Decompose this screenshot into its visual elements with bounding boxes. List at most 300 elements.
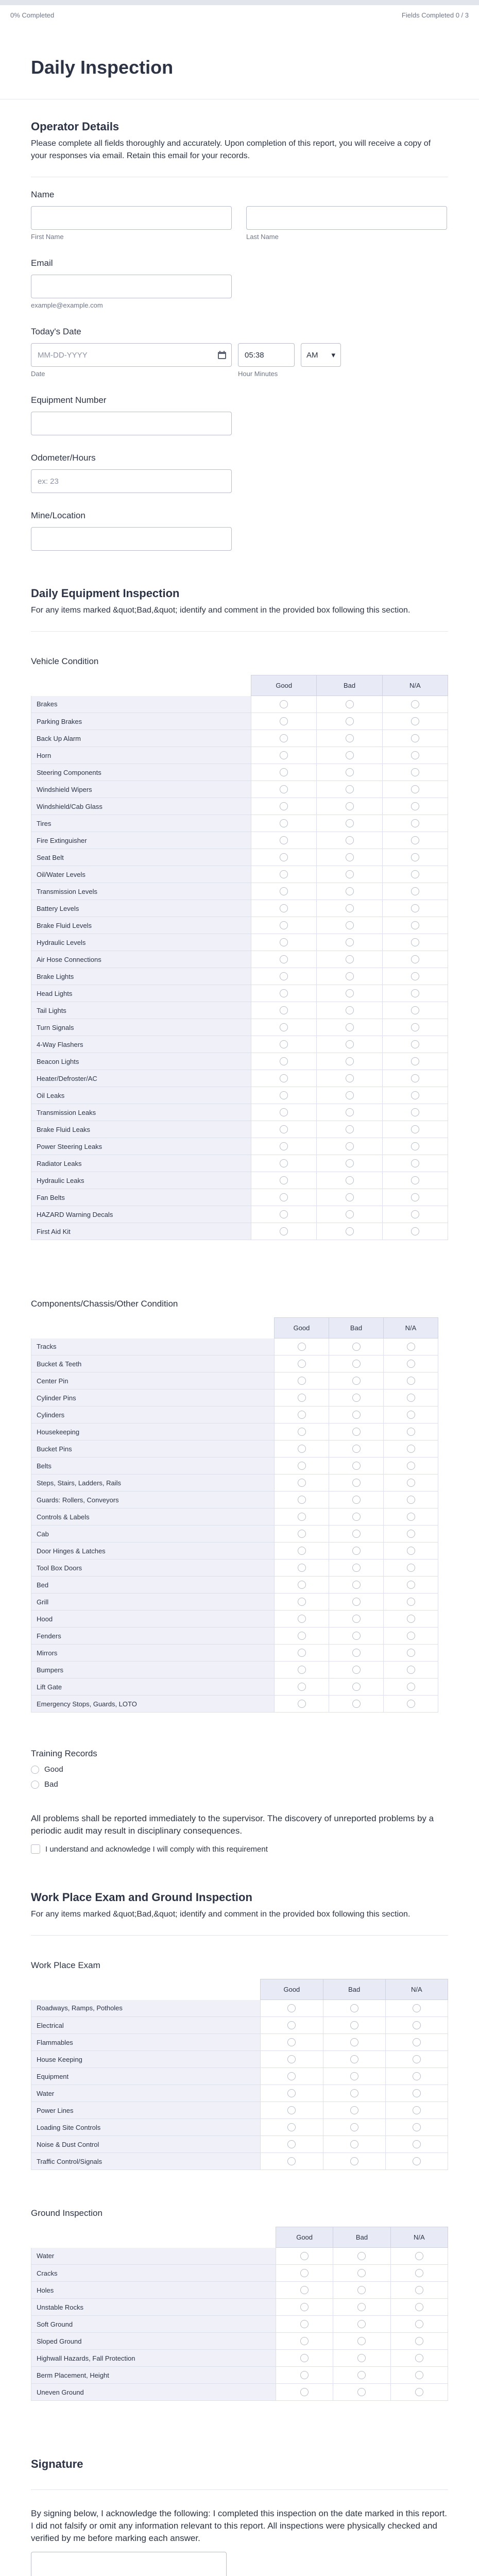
radio-cell[interactable] <box>261 2119 323 2136</box>
radio-circle-icon[interactable] <box>413 2123 421 2131</box>
radio-circle-icon[interactable] <box>411 1074 419 1082</box>
radio-cell[interactable] <box>317 1189 382 1206</box>
radio-cell[interactable] <box>275 1406 329 1423</box>
radio-circle-icon[interactable] <box>413 2055 421 2063</box>
radio-circle-icon[interactable] <box>352 1513 361 1521</box>
radio-cell[interactable] <box>275 1509 329 1526</box>
radio-circle-icon[interactable] <box>346 1125 354 1133</box>
radio-circle-icon[interactable] <box>352 1428 361 1436</box>
radio-circle-icon[interactable] <box>298 1496 306 1504</box>
radio-circle-icon[interactable] <box>411 938 419 946</box>
radio-cell[interactable] <box>384 1458 438 1475</box>
radio-circle-icon[interactable] <box>411 717 419 725</box>
radio-cell[interactable] <box>317 1223 382 1240</box>
radio-cell[interactable] <box>384 1662 438 1679</box>
radio-circle-icon[interactable] <box>346 802 354 810</box>
radio-cell[interactable] <box>385 2153 448 2170</box>
radio-circle-icon[interactable] <box>300 2388 309 2396</box>
radio-circle-icon[interactable] <box>280 1023 288 1031</box>
radio-circle-icon[interactable] <box>350 2089 358 2097</box>
radio-cell[interactable] <box>317 1138 382 1155</box>
radio-cell[interactable] <box>251 730 317 747</box>
radio-cell[interactable] <box>382 917 448 934</box>
radio-circle-icon[interactable] <box>411 1023 419 1031</box>
radio-cell[interactable] <box>329 1423 384 1440</box>
radio-circle-icon[interactable] <box>287 2072 296 2080</box>
radio-cell[interactable] <box>390 2333 448 2350</box>
radio-circle-icon[interactable] <box>346 938 354 946</box>
radio-circle-icon[interactable] <box>287 2106 296 2114</box>
radio-circle-icon[interactable] <box>346 700 354 708</box>
radio-cell[interactable] <box>317 900 382 917</box>
radio-cell[interactable] <box>384 1560 438 1577</box>
radio-circle-icon[interactable] <box>280 1057 288 1065</box>
radio-circle-icon[interactable] <box>300 2286 309 2294</box>
radio-cell[interactable] <box>251 1155 317 1172</box>
radio-circle-icon[interactable] <box>287 2038 296 2046</box>
radio-circle-icon[interactable] <box>352 1377 361 1385</box>
radio-cell[interactable] <box>382 1138 448 1155</box>
radio-circle-icon[interactable] <box>298 1683 306 1691</box>
radio-cell[interactable] <box>275 1679 329 1696</box>
radio-circle-icon[interactable] <box>346 955 354 963</box>
radio-circle-icon[interactable] <box>407 1411 415 1419</box>
radio-circle-icon[interactable] <box>407 1666 415 1674</box>
radio-circle-icon[interactable] <box>346 751 354 759</box>
radio-circle-icon[interactable] <box>298 1700 306 1708</box>
radio-cell[interactable] <box>329 1679 384 1696</box>
radio-cell[interactable] <box>329 1560 384 1577</box>
radio-circle-icon[interactable] <box>350 2038 358 2046</box>
radio-circle-icon[interactable] <box>350 2106 358 2114</box>
radio-circle-icon[interactable] <box>300 2269 309 2277</box>
radio-circle-icon[interactable] <box>280 785 288 793</box>
radio-cell[interactable] <box>329 1492 384 1509</box>
radio-cell[interactable] <box>385 2034 448 2051</box>
radio-circle-icon[interactable] <box>298 1479 306 1487</box>
last-name-input[interactable] <box>246 206 447 230</box>
radio-circle-icon[interactable] <box>352 1683 361 1691</box>
radio-circle-icon[interactable] <box>411 1193 419 1201</box>
radio-cell[interactable] <box>317 985 382 1002</box>
radio-cell[interactable] <box>261 2102 323 2119</box>
radio-cell[interactable] <box>384 1696 438 1713</box>
radio-cell[interactable] <box>251 798 317 815</box>
radio-cell[interactable] <box>251 713 317 730</box>
radio-circle-icon[interactable] <box>407 1377 415 1385</box>
radio-circle-icon[interactable] <box>350 2004 358 2012</box>
radio-circle-icon[interactable] <box>298 1649 306 1657</box>
radio-cell[interactable] <box>382 1189 448 1206</box>
radio-circle-icon[interactable] <box>413 2004 421 2012</box>
radio-cell[interactable] <box>317 815 382 832</box>
radio-circle-icon[interactable] <box>407 1394 415 1402</box>
radio-circle-icon[interactable] <box>407 1615 415 1623</box>
radio-cell[interactable] <box>390 2248 448 2265</box>
radio-cell[interactable] <box>329 1389 384 1406</box>
radio-circle-icon[interactable] <box>280 938 288 946</box>
radio-cell[interactable] <box>382 866 448 883</box>
radio-circle-icon[interactable] <box>352 1479 361 1487</box>
radio-cell[interactable] <box>385 2051 448 2068</box>
radio-circle-icon[interactable] <box>298 1445 306 1453</box>
radio-cell[interactable] <box>323 2068 385 2085</box>
radio-cell[interactable] <box>317 849 382 866</box>
radio-circle-icon[interactable] <box>280 802 288 810</box>
radio-circle-icon[interactable] <box>407 1513 415 1521</box>
radio-cell[interactable] <box>251 849 317 866</box>
radio-circle-icon[interactable] <box>415 2303 423 2311</box>
acknowledge-checkbox[interactable] <box>31 1844 448 1854</box>
radio-circle-icon[interactable] <box>415 2252 423 2260</box>
radio-circle-icon[interactable] <box>346 921 354 929</box>
radio-circle-icon[interactable] <box>411 819 419 827</box>
radio-cell[interactable] <box>390 2316 448 2333</box>
radio-cell[interactable] <box>329 1338 384 1355</box>
radio-circle-icon[interactable] <box>280 1210 288 1218</box>
radio-circle-icon[interactable] <box>411 700 419 708</box>
radio-cell[interactable] <box>384 1440 438 1458</box>
radio-cell[interactable] <box>385 2017 448 2034</box>
radio-cell[interactable] <box>251 934 317 951</box>
radio-circle-icon[interactable] <box>413 2089 421 2097</box>
radio-circle-icon[interactable] <box>357 2371 366 2379</box>
radio-circle-icon[interactable] <box>411 989 419 997</box>
radio-cell[interactable] <box>323 2102 385 2119</box>
radio-cell[interactable] <box>317 934 382 951</box>
radio-cell[interactable] <box>329 1372 384 1389</box>
radio-circle-icon[interactable] <box>280 1108 288 1116</box>
radio-cell[interactable] <box>323 2000 385 2017</box>
radio-cell[interactable] <box>276 2248 333 2265</box>
email-input[interactable] <box>31 275 232 298</box>
radio-cell[interactable] <box>333 2265 390 2282</box>
radio-cell[interactable] <box>251 968 317 985</box>
radio-cell[interactable] <box>382 1104 448 1121</box>
radio-circle-icon[interactable] <box>407 1496 415 1504</box>
radio-circle-icon[interactable] <box>280 989 288 997</box>
radio-cell[interactable] <box>329 1355 384 1372</box>
radio-circle-icon[interactable] <box>357 2269 366 2277</box>
radio-cell[interactable] <box>382 1087 448 1104</box>
radio-cell[interactable] <box>276 2316 333 2333</box>
radio-circle-icon[interactable] <box>352 1547 361 1555</box>
radio-circle-icon[interactable] <box>31 1766 39 1774</box>
radio-cell[interactable] <box>329 1611 384 1628</box>
radio-circle-icon[interactable] <box>407 1479 415 1487</box>
radio-cell[interactable] <box>251 747 317 764</box>
radio-circle-icon[interactable] <box>415 2354 423 2362</box>
radio-cell[interactable] <box>333 2316 390 2333</box>
radio-cell[interactable] <box>384 1406 438 1423</box>
equipment-number-input[interactable] <box>31 412 232 435</box>
radio-cell[interactable] <box>329 1662 384 1679</box>
radio-cell[interactable] <box>261 2136 323 2153</box>
radio-circle-icon[interactable] <box>280 1125 288 1133</box>
radio-circle-icon[interactable] <box>287 2055 296 2063</box>
radio-circle-icon[interactable] <box>357 2354 366 2362</box>
radio-cell[interactable] <box>251 1189 317 1206</box>
radio-circle-icon[interactable] <box>352 1343 361 1351</box>
radio-cell[interactable] <box>333 2384 390 2401</box>
radio-circle-icon[interactable] <box>411 768 419 776</box>
radio-cell[interactable] <box>317 866 382 883</box>
radio-circle-icon[interactable] <box>280 904 288 912</box>
radio-circle-icon[interactable] <box>411 1057 419 1065</box>
radio-cell[interactable] <box>323 2085 385 2102</box>
radio-cell[interactable] <box>317 798 382 815</box>
radio-cell[interactable] <box>384 1577 438 1594</box>
radio-cell[interactable] <box>382 985 448 1002</box>
radio-circle-icon[interactable] <box>352 1598 361 1606</box>
radio-circle-icon[interactable] <box>300 2320 309 2328</box>
radio-circle-icon[interactable] <box>346 1074 354 1082</box>
radio-circle-icon[interactable] <box>411 955 419 963</box>
radio-circle-icon[interactable] <box>407 1428 415 1436</box>
radio-cell[interactable] <box>261 2017 323 2034</box>
radio-circle-icon[interactable] <box>346 717 354 725</box>
radio-cell[interactable] <box>317 1002 382 1019</box>
radio-circle-icon[interactable] <box>346 989 354 997</box>
radio-circle-icon[interactable] <box>352 1411 361 1419</box>
radio-circle-icon[interactable] <box>287 2157 296 2165</box>
radio-cell[interactable] <box>385 2119 448 2136</box>
radio-cell[interactable] <box>384 1679 438 1696</box>
radio-cell[interactable] <box>384 1372 438 1389</box>
radio-circle-icon[interactable] <box>298 1377 306 1385</box>
radio-cell[interactable] <box>382 1053 448 1070</box>
radio-cell[interactable] <box>251 1053 317 1070</box>
radio-cell[interactable] <box>329 1526 384 1543</box>
radio-circle-icon[interactable] <box>411 802 419 810</box>
radio-circle-icon[interactable] <box>346 887 354 895</box>
radio-circle-icon[interactable] <box>298 1598 306 1606</box>
radio-circle-icon[interactable] <box>411 1159 419 1167</box>
radio-cell[interactable] <box>251 1223 317 1240</box>
radio-cell[interactable] <box>251 781 317 798</box>
radio-cell[interactable] <box>251 1002 317 1019</box>
radio-cell[interactable] <box>251 1036 317 1053</box>
radio-cell[interactable] <box>390 2350 448 2367</box>
radio-circle-icon[interactable] <box>413 2072 421 2080</box>
radio-cell[interactable] <box>384 1526 438 1543</box>
radio-cell[interactable] <box>384 1389 438 1406</box>
radio-circle-icon[interactable] <box>407 1581 415 1589</box>
radio-circle-icon[interactable] <box>280 819 288 827</box>
radio-circle-icon[interactable] <box>298 1581 306 1589</box>
radio-cell[interactable] <box>329 1458 384 1475</box>
radio-cell[interactable] <box>261 2153 323 2170</box>
radio-cell[interactable] <box>251 951 317 968</box>
radio-cell[interactable] <box>275 1338 329 1355</box>
radio-circle-icon[interactable] <box>407 1598 415 1606</box>
radio-circle-icon[interactable] <box>357 2252 366 2260</box>
radio-cell[interactable] <box>329 1406 384 1423</box>
radio-cell[interactable] <box>382 798 448 815</box>
radio-cell[interactable] <box>275 1560 329 1577</box>
radio-cell[interactable] <box>384 1423 438 1440</box>
radio-circle-icon[interactable] <box>300 2337 309 2345</box>
radio-circle-icon[interactable] <box>300 2303 309 2311</box>
radio-circle-icon[interactable] <box>31 1781 39 1789</box>
radio-cell[interactable] <box>333 2282 390 2299</box>
radio-cell[interactable] <box>275 1662 329 1679</box>
radio-circle-icon[interactable] <box>411 904 419 912</box>
radio-cell[interactable] <box>275 1696 329 1713</box>
radio-cell[interactable] <box>275 1389 329 1406</box>
radio-cell[interactable] <box>384 1475 438 1492</box>
radio-cell[interactable] <box>251 900 317 917</box>
radio-circle-icon[interactable] <box>298 1394 306 1402</box>
radio-circle-icon[interactable] <box>411 1210 419 1218</box>
radio-circle-icon[interactable] <box>300 2371 309 2379</box>
radio-cell[interactable] <box>317 730 382 747</box>
radio-circle-icon[interactable] <box>280 1040 288 1048</box>
radio-circle-icon[interactable] <box>346 1142 354 1150</box>
radio-circle-icon[interactable] <box>415 2337 423 2345</box>
radio-cell[interactable] <box>261 2068 323 2085</box>
radio-circle-icon[interactable] <box>346 1108 354 1116</box>
radio-cell[interactable] <box>385 2102 448 2119</box>
radio-circle-icon[interactable] <box>298 1428 306 1436</box>
radio-circle-icon[interactable] <box>298 1547 306 1555</box>
radio-circle-icon[interactable] <box>280 921 288 929</box>
radio-circle-icon[interactable] <box>298 1530 306 1538</box>
radio-circle-icon[interactable] <box>287 2004 296 2012</box>
date-input[interactable] <box>31 343 232 367</box>
radio-cell[interactable] <box>382 1223 448 1240</box>
radio-cell[interactable] <box>382 1206 448 1223</box>
radio-cell[interactable] <box>275 1355 329 1372</box>
radio-cell[interactable] <box>276 2333 333 2350</box>
radio-circle-icon[interactable] <box>350 2157 358 2165</box>
radio-cell[interactable] <box>323 2051 385 2068</box>
radio-cell[interactable] <box>390 2367 448 2384</box>
radio-cell[interactable] <box>251 917 317 934</box>
radio-cell[interactable] <box>317 832 382 849</box>
radio-circle-icon[interactable] <box>407 1683 415 1691</box>
radio-cell[interactable] <box>251 1104 317 1121</box>
radio-cell[interactable] <box>317 1070 382 1087</box>
radio-cell[interactable] <box>251 815 317 832</box>
radio-cell[interactable] <box>385 2068 448 2085</box>
radio-cell[interactable] <box>261 2085 323 2102</box>
radio-cell[interactable] <box>275 1526 329 1543</box>
radio-cell[interactable] <box>382 1036 448 1053</box>
radio-circle-icon[interactable] <box>407 1360 415 1368</box>
radio-circle-icon[interactable] <box>407 1445 415 1453</box>
radio-cell[interactable] <box>317 883 382 900</box>
radio-cell[interactable] <box>275 1611 329 1628</box>
radio-cell[interactable] <box>317 917 382 934</box>
radio-cell[interactable] <box>251 764 317 781</box>
radio-cell[interactable] <box>385 2136 448 2153</box>
radio-cell[interactable] <box>385 2000 448 2017</box>
radio-cell[interactable] <box>382 781 448 798</box>
radio-cell[interactable] <box>251 883 317 900</box>
radio-cell[interactable] <box>251 1121 317 1138</box>
radio-cell[interactable] <box>251 832 317 849</box>
radio-cell[interactable] <box>323 2136 385 2153</box>
radio-circle-icon[interactable] <box>280 717 288 725</box>
radio-circle-icon[interactable] <box>407 1547 415 1555</box>
radio-circle-icon[interactable] <box>287 2140 296 2148</box>
radio-cell[interactable] <box>382 900 448 917</box>
radio-circle-icon[interactable] <box>346 1210 354 1218</box>
radio-cell[interactable] <box>251 1019 317 1036</box>
radio-circle-icon[interactable] <box>280 1159 288 1167</box>
radio-circle-icon[interactable] <box>280 836 288 844</box>
radio-cell[interactable] <box>275 1492 329 1509</box>
radio-cell[interactable] <box>317 747 382 764</box>
radio-circle-icon[interactable] <box>407 1530 415 1538</box>
radio-circle-icon[interactable] <box>280 972 288 980</box>
radio-circle-icon[interactable] <box>280 1074 288 1082</box>
odometer-input[interactable] <box>31 469 232 493</box>
radio-cell[interactable] <box>384 1611 438 1628</box>
radio-cell[interactable] <box>382 968 448 985</box>
radio-cell[interactable] <box>275 1577 329 1594</box>
radio-circle-icon[interactable] <box>352 1530 361 1538</box>
radio-cell[interactable] <box>390 2265 448 2282</box>
radio-circle-icon[interactable] <box>352 1496 361 1504</box>
radio-cell[interactable] <box>275 1372 329 1389</box>
radio-cell[interactable] <box>251 1172 317 1189</box>
radio-circle-icon[interactable] <box>352 1649 361 1657</box>
radio-circle-icon[interactable] <box>415 2388 423 2396</box>
radio-cell[interactable] <box>333 2248 390 2265</box>
radio-circle-icon[interactable] <box>346 1006 354 1014</box>
radio-circle-icon[interactable] <box>346 1159 354 1167</box>
radio-circle-icon[interactable] <box>300 2252 309 2260</box>
radio-cell[interactable] <box>382 730 448 747</box>
radio-cell[interactable] <box>323 2034 385 2051</box>
radio-cell[interactable] <box>329 1645 384 1662</box>
signature-pad[interactable] <box>31 2552 227 2576</box>
radio-cell[interactable] <box>384 1355 438 1372</box>
radio-circle-icon[interactable] <box>411 1227 419 1235</box>
radio-cell[interactable] <box>323 2153 385 2170</box>
radio-circle-icon[interactable] <box>357 2286 366 2294</box>
radio-circle-icon[interactable] <box>407 1564 415 1572</box>
radio-circle-icon[interactable] <box>346 768 354 776</box>
radio-circle-icon[interactable] <box>350 2055 358 2063</box>
radio-cell[interactable] <box>275 1458 329 1475</box>
radio-cell[interactable] <box>333 2367 390 2384</box>
radio-cell[interactable] <box>275 1543 329 1560</box>
radio-cell[interactable] <box>275 1628 329 1645</box>
radio-circle-icon[interactable] <box>350 2021 358 2029</box>
radio-cell[interactable] <box>317 1121 382 1138</box>
radio-circle-icon[interactable] <box>346 836 354 844</box>
radio-circle-icon[interactable] <box>411 1091 419 1099</box>
radio-circle-icon[interactable] <box>352 1394 361 1402</box>
radio-circle-icon[interactable] <box>413 2140 421 2148</box>
radio-circle-icon[interactable] <box>346 853 354 861</box>
radio-circle-icon[interactable] <box>415 2269 423 2277</box>
radio-cell[interactable] <box>329 1594 384 1611</box>
training-option-bad[interactable] <box>31 1780 448 1789</box>
radio-cell[interactable] <box>385 2085 448 2102</box>
radio-circle-icon[interactable] <box>298 1632 306 1640</box>
radio-cell[interactable] <box>317 713 382 730</box>
radio-cell[interactable] <box>390 2282 448 2299</box>
radio-circle-icon[interactable] <box>411 1006 419 1014</box>
radio-cell[interactable] <box>317 696 382 713</box>
radio-circle-icon[interactable] <box>352 1445 361 1453</box>
radio-circle-icon[interactable] <box>413 2038 421 2046</box>
radio-cell[interactable] <box>275 1423 329 1440</box>
